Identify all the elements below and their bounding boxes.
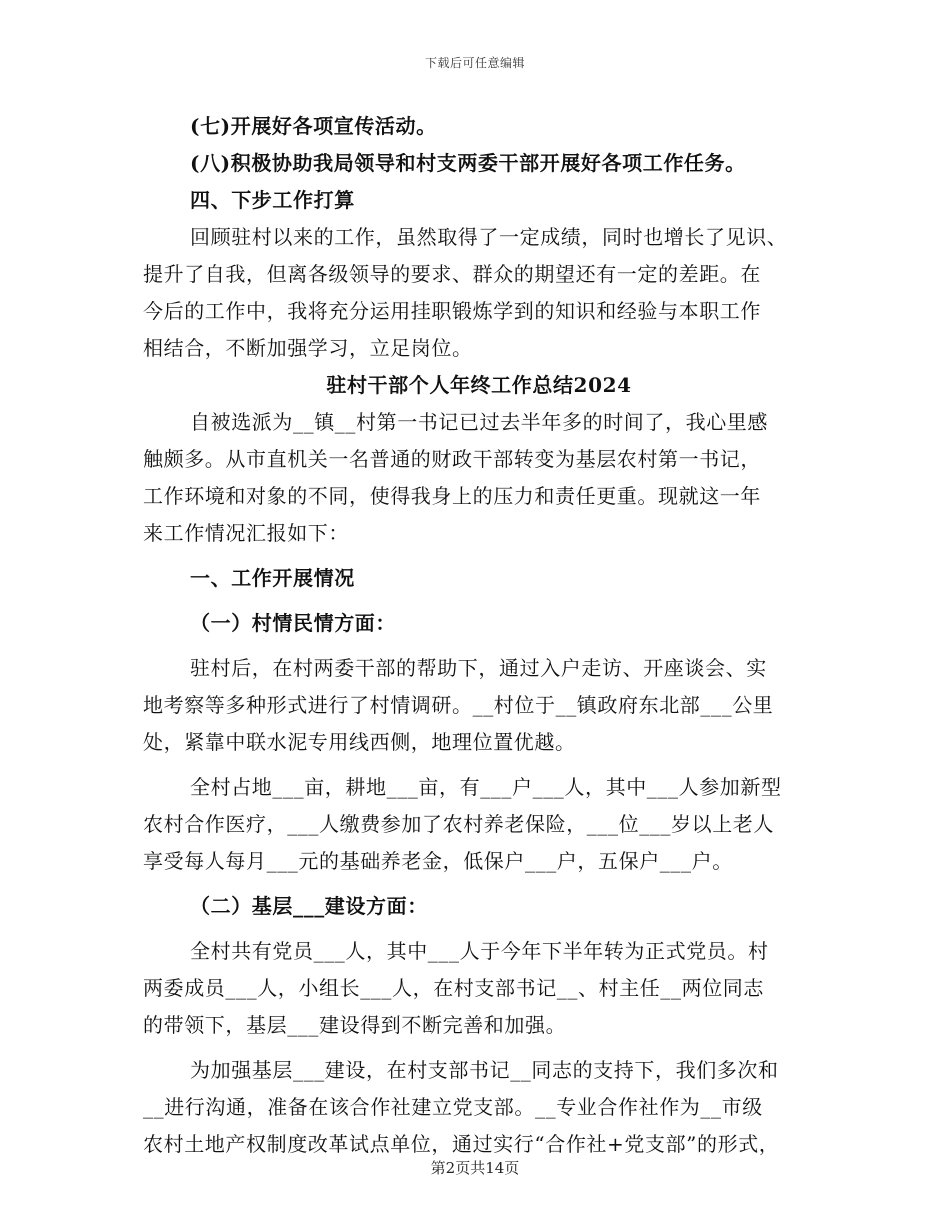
paragraph-line: 享受每人每月___元的基础养老金，低保户___户，五保户___户。 xyxy=(143,849,733,873)
paragraph-line: 来工作情况汇报如下： xyxy=(143,521,349,545)
paragraph-line: 两委成员___人，小组长___人，在村支部书记__、村主任__两位同志 xyxy=(143,976,764,1000)
paragraph-line: 农村合作医疗，___人缴费参加了农村养老保险，___位___岁以上老人 xyxy=(143,812,774,836)
document-title: 驻村干部个人年终工作总结2024 xyxy=(326,373,632,397)
paragraph-line: 农村土地产权制度改革试点单位，通过实行“合作社+党支部”的形式， xyxy=(143,1132,780,1156)
subsection-heading-grassroots: （二）基层___建设方面： xyxy=(190,894,428,918)
page-number: 第2页共14页 xyxy=(430,1159,520,1177)
section-item-7: (七)开展好各项宣传活动。 xyxy=(190,114,437,138)
paragraph-line: 自被选派为__镇__村第一书记已过去半年多的时间了，我心里感 xyxy=(190,410,768,434)
paragraph-line: 今后的工作中，我将充分运用挂职锻炼学到的知识和经验与本职工作 xyxy=(143,299,761,323)
paragraph-line: 回顾驻村以来的工作，虽然取得了一定成绩，同时也增长了见识、 xyxy=(190,225,788,249)
subsection-heading-village: （一）村情民情方面： xyxy=(190,611,396,635)
document-body xyxy=(143,108,815,1163)
page-header-note: 下载后可任意编辑 xyxy=(424,56,525,70)
paragraph-line: 为加强基层___建设，在村支部书记__同志的支持下，我们多次和 xyxy=(190,1058,779,1082)
paragraph-line: 全村共有党员___人，其中___人于今年下半年转为正式党员。村 xyxy=(190,939,769,963)
paragraph-line: 地考察等多种形式进行了村情调研。__村位于__镇政府东北部___公里 xyxy=(143,693,774,717)
paragraph-line: 相结合，不断加强学习，立足岗位。 xyxy=(143,336,473,360)
paragraph-line: 驻村后，在村两委干部的帮助下，通过入户走访、开座谈会、实 xyxy=(190,656,767,680)
section-heading-work-progress: 一、工作开展情况 xyxy=(190,566,355,590)
paragraph-line: 的带领下，基层___建设得到不断完善和加强。 xyxy=(143,1013,567,1037)
section-heading-next-steps: 四、下步工作打算 xyxy=(190,188,355,212)
paragraph-line: 提升了自我，但离各级领导的要求、群众的期望还有一定的差距。在 xyxy=(143,262,761,286)
paragraph-line: __进行沟通，准备在该合作社建立党支部。__专业合作社作为__市级 xyxy=(143,1095,763,1119)
paragraph-line: 处，紧靠中联水泥专用线西侧，地理位置优越。 xyxy=(143,730,576,754)
paragraph-line: 工作环境和对象的不同，使得我身上的压力和责任更重。现就这一年 xyxy=(143,484,761,508)
paragraph-line: 全村占地___亩，耕地___亩，有___户___人，其中___人参加新型 xyxy=(190,775,782,799)
section-item-8: (八)积极协助我局领导和村支两委干部开展好各项工作任务。 xyxy=(190,151,746,175)
paragraph-line: 触颇多。从市直机关一名普通的财政干部转变为基层农村第一书记， xyxy=(143,447,761,471)
